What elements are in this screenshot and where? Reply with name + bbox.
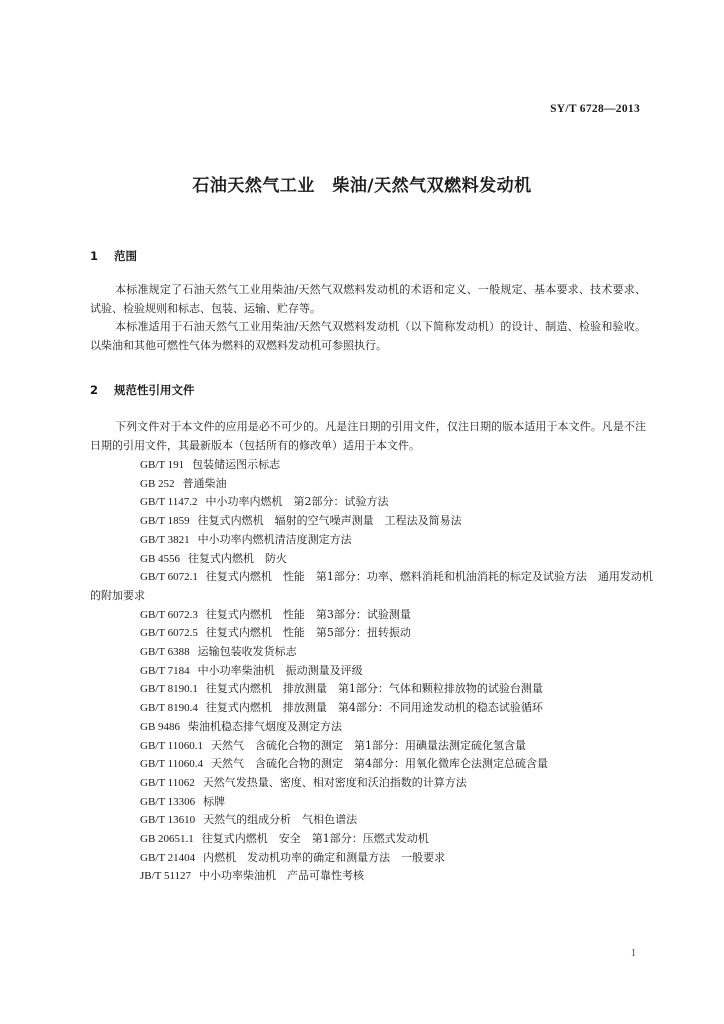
section-title: 范围 xyxy=(114,249,137,263)
reference-title: 往复式内燃机 性能 第5部分：扭转振动 xyxy=(205,626,411,640)
reference-title: 中小功率内燃机 第2部分：试验方法 xyxy=(205,495,389,509)
reference-title: 往复式内燃机 辐射的空气噪声测量 工程法及简易法 xyxy=(197,514,462,528)
reference-title: 往复式内燃机 安全 第1部分：压燃式发动机 xyxy=(201,832,429,846)
reference-code: GB/T 3821 xyxy=(140,533,190,546)
list-item xyxy=(90,493,660,512)
paragraph: 本标准适用于石油天然气工业用柴油/天然气双燃料发动机（以下简称发动机）的设计、制造、检验和验收。以柴油和其他可燃性气体为燃料的双燃料发动机可参照执行。 xyxy=(90,320,646,352)
section-heading-scope xyxy=(90,248,137,264)
reference-title: 中小功率柴油机 振动测量及评级 xyxy=(197,663,363,677)
reference-title: 内燃机 发动机功率的确定和测量方法 一般要求 xyxy=(203,850,446,864)
list-item xyxy=(90,680,660,699)
reference-code: GB/T 11060.4 xyxy=(140,758,203,771)
reference-title: 往复式内燃机 性能 第1部分：功率、燃料消耗和机油消耗的标定及试验方法 通用发动机的附加要求 xyxy=(90,570,653,602)
reference-title: 天然气 含硫化合物的测定 第1部分：用碘量法测定硫化氢含量 xyxy=(210,738,526,752)
reference-code: GB/T 8190.1 xyxy=(140,683,198,696)
reference-title: 往复式内燃机 防火 xyxy=(188,551,288,565)
reference-code: GB/T 13306 xyxy=(140,795,196,808)
list-item xyxy=(90,849,660,868)
reference-code: GB/T 13610 xyxy=(140,814,196,827)
list-item xyxy=(90,475,660,494)
section-heading-normative-references xyxy=(90,382,195,398)
reference-code: GB 252 xyxy=(140,477,175,490)
reference-title: 天然气 含硫化合物的测定 第4部分：用氧化微库仑法测定总硫含量 xyxy=(210,757,548,771)
reference-title: 中小功率内燃机清洁度测定方法 xyxy=(197,532,352,546)
list-item xyxy=(90,830,660,849)
section-title: 规范性引用文件 xyxy=(114,383,195,397)
list-item xyxy=(90,699,660,718)
list-item xyxy=(90,624,660,643)
list-item xyxy=(90,662,660,681)
reference-code: GB/T 1859 xyxy=(140,515,190,528)
reference-title: 普通柴油 xyxy=(182,476,227,490)
list-item xyxy=(90,531,660,550)
reference-code: GB/T 6072.3 xyxy=(140,608,198,621)
paragraph: 本标准规定了石油天然气工业用柴油/天然气双燃料发动机的术语和定义、一般规定、基本要求、技术要求、试验、检验规则和标志、包装、运输、贮存等。 xyxy=(90,283,646,315)
page-title: 石油天然气工业 柴油/天然气双燃料发动机 xyxy=(192,176,532,196)
list-item xyxy=(90,755,660,774)
list-item xyxy=(90,550,660,569)
reference-code: GB/T 21404 xyxy=(140,851,196,864)
reference-title: 柴油机稳态排气烟度及测定方法 xyxy=(188,719,343,733)
list-item xyxy=(90,606,660,625)
list-item xyxy=(90,774,660,793)
reference-code: GB 9486 xyxy=(140,720,181,733)
reference-code: GB/T 6388 xyxy=(140,646,190,659)
reference-title: 天然气的组成分析 气相色谱法 xyxy=(203,813,358,827)
reference-code: GB 20651.1 xyxy=(140,833,194,846)
list-item xyxy=(90,793,660,812)
reference-code: GB/T 1147.2 xyxy=(140,496,198,509)
section-number: 1 xyxy=(90,249,99,263)
list-item xyxy=(90,568,660,605)
list-item xyxy=(90,737,660,756)
reference-title: 中小功率柴油机 产品可靠性考核 xyxy=(199,869,365,883)
list-item xyxy=(90,867,660,886)
reference-code: GB/T 7184 xyxy=(140,664,190,677)
reference-code: GB/T 8190.4 xyxy=(140,702,198,715)
paragraph: 下列文件对于本文件的应用是必不可少的。凡是注日期的引用文件，仅注日期的版本适用于本文件。凡是不注日期的引用文件，其最新版本（包括所有的修改单）适用于本文件。 xyxy=(90,420,646,452)
reference-title: 运输包装收发货标志 xyxy=(197,645,297,659)
list-item xyxy=(90,811,660,830)
list-item xyxy=(90,456,660,475)
reference-title: 往复式内燃机 排放测量 第4部分：不同用途发动机的稳态试验循环 xyxy=(205,701,543,715)
list-item xyxy=(90,643,660,662)
page-number: 1 xyxy=(631,948,636,959)
reference-title: 包装储运图示标志 xyxy=(192,458,281,471)
reference-code: GB/T 11060.1 xyxy=(140,739,203,752)
reference-code: GB/T 6072.1 xyxy=(140,571,198,584)
reference-title: 标牌 xyxy=(203,794,226,808)
list-item xyxy=(90,512,660,531)
reference-code: GB/T 11062 xyxy=(140,776,195,789)
reference-title: 往复式内燃机 性能 第3部分：试验测量 xyxy=(205,607,411,621)
section-number: 2 xyxy=(90,383,99,397)
reference-list xyxy=(90,456,660,886)
reference-title: 往复式内燃机 排放测量 第1部分：气体和颗粒排放物的试验台测量 xyxy=(205,682,543,696)
reference-code: GB/T 191 xyxy=(140,459,185,471)
reference-code: JB/T 51127 xyxy=(140,870,192,883)
list-item xyxy=(90,718,660,737)
reference-code: GB/T 6072.5 xyxy=(140,627,198,640)
reference-title: 天然气发热量、密度、相对密度和沃泊指数的计算方法 xyxy=(202,775,467,789)
reference-code: GB 4556 xyxy=(140,552,181,565)
standard-code: SY/T 6728—2013 xyxy=(550,103,640,115)
